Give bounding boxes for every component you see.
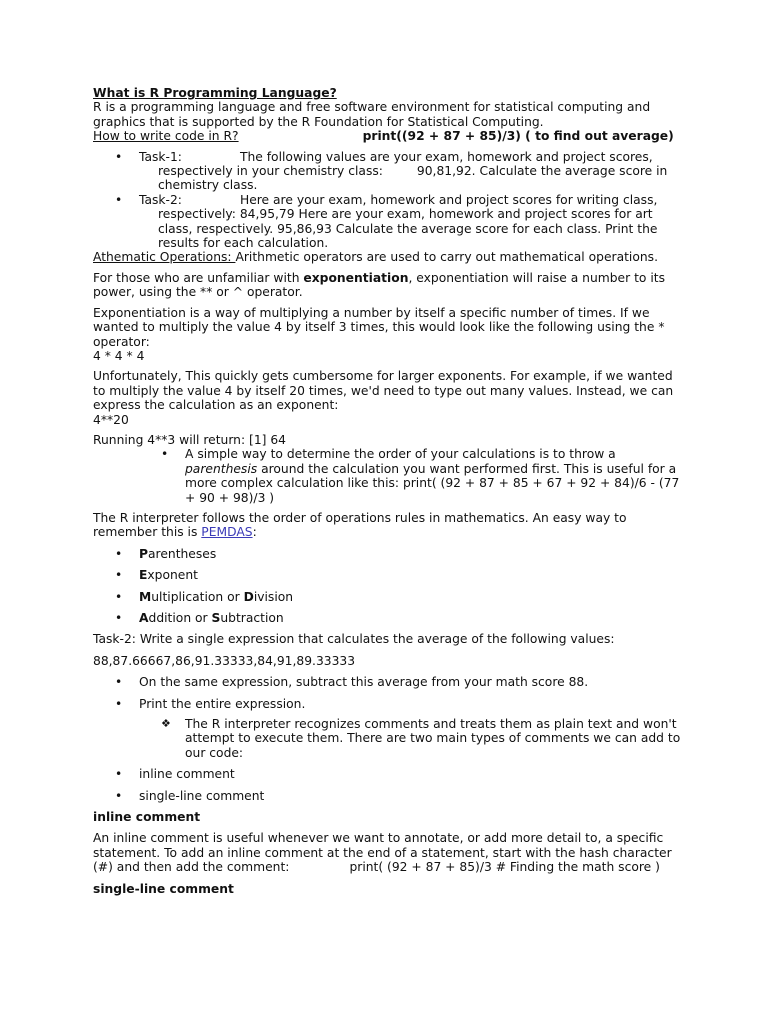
- list-item: • On the same expression, subtract this average from your math score 88.: [115, 675, 589, 690]
- task-2-label: Task-2:: [139, 192, 182, 207]
- bullet-icon: •: [115, 611, 123, 625]
- list-item: • Print the entire expression.: [115, 696, 306, 711]
- inline-code: print( (92 + 87 + 85)/3 # Finding the math score ): [349, 860, 660, 875]
- task-2-item: [93, 193, 683, 251]
- list-item: • Multiplication or Division: [115, 589, 294, 604]
- list-item: • inline comment: [115, 767, 235, 782]
- expo-code-1: 4 * 4 * 4: [93, 348, 145, 363]
- expo-paragraph-2: Exponentiation is a way of multiplying a number by itself a specific number of times. If we wanted to multiply the value 4 by itself 3 times, this would look like the following using the * operator:: [93, 305, 665, 349]
- how-to-line: [93, 129, 683, 143]
- how-to-code: print((92 + 87 + 85)/3) ( to find out average): [362, 129, 674, 144]
- task-2-text: Here are your exam, homework and project scores for writing class, respectively: 84,95,79 Here are your exam, homework and project scores for art class, respectively. 95,86,93 Calculate the average score for each class. Print the results for each calculation.: [158, 192, 658, 251]
- pemdas-link[interactable]: PEMDAS: [201, 525, 253, 540]
- how-to-label: How to write code in R?: [93, 129, 239, 144]
- bullet-icon: •: [115, 149, 123, 164]
- bullet-icon: •: [115, 675, 123, 690]
- bullet-icon: •: [161, 447, 169, 462]
- bullet-icon: •: [115, 788, 123, 803]
- bullet-icon: •: [115, 767, 123, 782]
- expo-code-2: 4**20: [93, 412, 129, 427]
- list-item: • Exponent: [115, 568, 198, 583]
- inline-comment-paragraph: An inline comment is useful whenever we want to annotate, or add more detail to, a specific statement. To add an inline comment at the end of a statement, start with the hash character (#) and then add the comment: print( (92 + 87 + 85)/3 # Finding the math score ): [93, 831, 672, 875]
- expo-paragraph: For those who are unfamiliar with exponentiation, exponentiation will raise a number to its power, using the ** or ^ operator.: [93, 270, 665, 300]
- bullet-icon: •: [115, 696, 123, 711]
- bullet-icon: •: [115, 589, 123, 604]
- comment-note-item: ❖ The R interpreter recognizes comments and treats them as plain text and won't attempt to execute them. There are two main types of comments we can add to our code:: [161, 717, 681, 760]
- single-line-comment-heading: single-line comment: [93, 881, 234, 896]
- task-2-write: Task-2: Write a single expression that calculates the average of the following values:: [93, 632, 615, 647]
- expo-paragraph-3: Unfortunately, This quickly gets cumbersome for larger exponents. For example, if we wanted to multiply the value 4 by itself 20 times, we'd need to type out many values. Instead, we can express the calculation as an exponent:: [93, 369, 674, 413]
- bullet-icon: •: [115, 192, 123, 207]
- running-line: Running 4**3 will return: [1] 64: [93, 432, 286, 447]
- task-1-item: [93, 150, 683, 193]
- pemdas-paragraph: The R interpreter follows the order of operations rules in mathematics. An easy way to remember this is PEMDAS:: [93, 510, 627, 540]
- task-1-tail: 90,81,92. Calculate the average score in chemistry class.: [158, 164, 668, 193]
- document-body: [93, 86, 683, 896]
- list-item: • single-line comment: [115, 788, 265, 803]
- list-item: • Parentheses: [115, 546, 217, 561]
- list-item: • Addition or Subtraction: [115, 611, 284, 625]
- bullet-icon: •: [115, 546, 123, 561]
- parenthesis-item: • A simple way to determine the order of your calculations is to throw a parenthesis around the calculation you want performed first. This is useful for a more complex calculation like this: print( (92 + 87 + 85 + 67 + 92 + 84)/6 - (77 + 90 + 98)/3 ): [161, 447, 680, 505]
- task-1-text: The following values are your exam, homework and project scores, respectively in your chemistry class:: [158, 149, 653, 179]
- task-1-label: Task-1:: [139, 149, 182, 164]
- bullet-icon: •: [115, 568, 123, 583]
- arith-paragraph: Athematic Operations: Arithmetic operators are used to carry out mathematical operations.: [93, 250, 658, 265]
- diamond-bullet-icon: ❖: [161, 717, 171, 731]
- doc-title: What is R Programming Language?: [93, 86, 337, 100]
- task-2-values: 88,87.66667,86,91.33333,84,91,89.33333: [93, 653, 356, 668]
- pemdas-list: [93, 547, 683, 626]
- arith-label: Athematic Operations:: [93, 250, 236, 265]
- inline-comment-heading: inline comment: [93, 810, 201, 825]
- intro-paragraph: R is a programming language and free software environment for statistical computing and graphics that is supported by the R Foundation for Statistical Computing.: [93, 100, 651, 129]
